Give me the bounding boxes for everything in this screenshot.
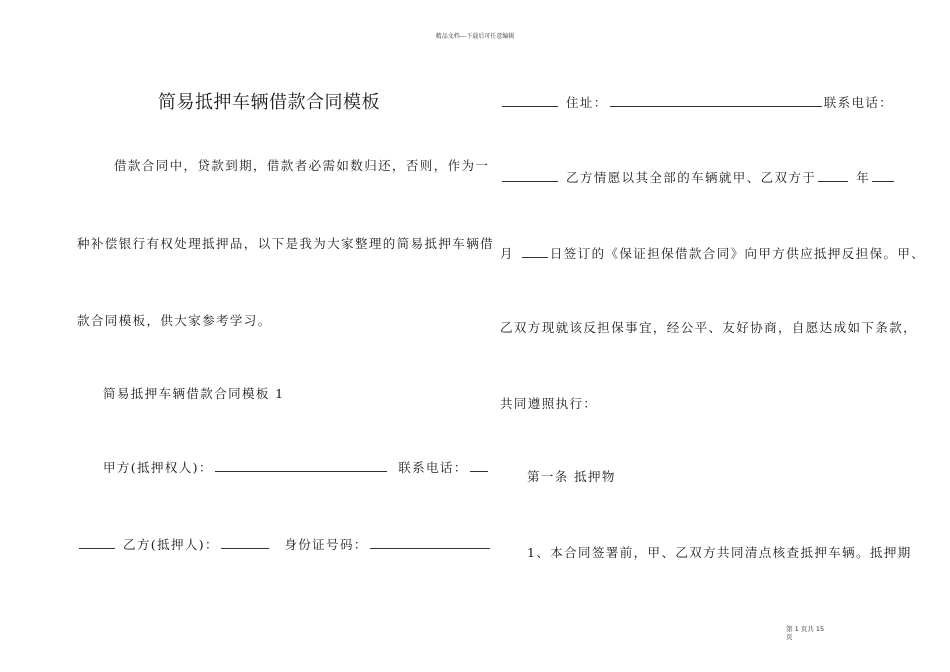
right-line-3-text: 日签订的《保证担保借款合同》向甲方供应抵押反担保。甲、 [549,246,926,261]
address-label: 住址： [566,95,608,110]
party-a-line [103,458,490,476]
address-phone-label: 联系电话： [823,95,894,110]
party-a-phone-label: 联系电话： [398,460,468,475]
party-a-phone-blank [470,459,488,472]
party-b-line [77,535,492,553]
right-line-2 [500,168,896,186]
address-pre-blank [502,94,558,107]
article-1-heading: 第一条 抵押物 [527,469,616,484]
day-blank [522,245,548,258]
intro-line-1: 借款合同中，贷款到期，借款者必需如数归还，否则，作为一 [114,158,490,173]
party-b-id-label: 身份证号码： [284,537,368,552]
right-line-4: 乙双方现就该反担保事宜，经公平、友好协商，自愿达成如下条款， [500,320,918,335]
right-line-3 [500,244,925,262]
party-a-blank [215,459,387,472]
address-blank [610,94,822,107]
party-a-label: 甲方(抵押权人)： [103,460,213,475]
template-subtitle: 简易抵押车辆借款合同模板 1 [103,386,285,401]
page-number-line-1: 第 1 页共 15 [786,625,825,633]
address-line [500,93,893,111]
year-label: 年 [856,170,871,185]
party-b-id-blank [370,536,490,549]
page-number [786,625,824,641]
intro-line-3: 款合同模板，供大家参考学习。 [77,313,272,328]
intro-line-2: 种补偿银行有权处理抵押品，以下是我为大家整理的简易抵押车辆借 [77,236,495,251]
page-header: 精品文档---下载后可任意编辑 [435,33,515,40]
party-b-blank [221,536,269,549]
document-title: 简易抵押车辆借款合同模板 [158,92,380,113]
month-label: 月 [500,246,514,261]
party-b-label: 乙方(抵押人)： [123,537,219,552]
right-line-2-text: 乙方情愿以其全部的车辆就甲、乙双方于 [566,170,817,185]
article-1-item-1: 1、本合同签署前，甲、乙双方共同清点核查抵押车辆。抵押期 [527,545,912,560]
right-line-5: 共同遵照执行： [500,396,598,411]
right-line-2-blank [502,169,558,182]
party-b-pre-blank [79,536,115,549]
year-post-blank [872,169,894,182]
page-number-line-2: 页 [786,633,793,641]
year-blank [818,169,848,182]
